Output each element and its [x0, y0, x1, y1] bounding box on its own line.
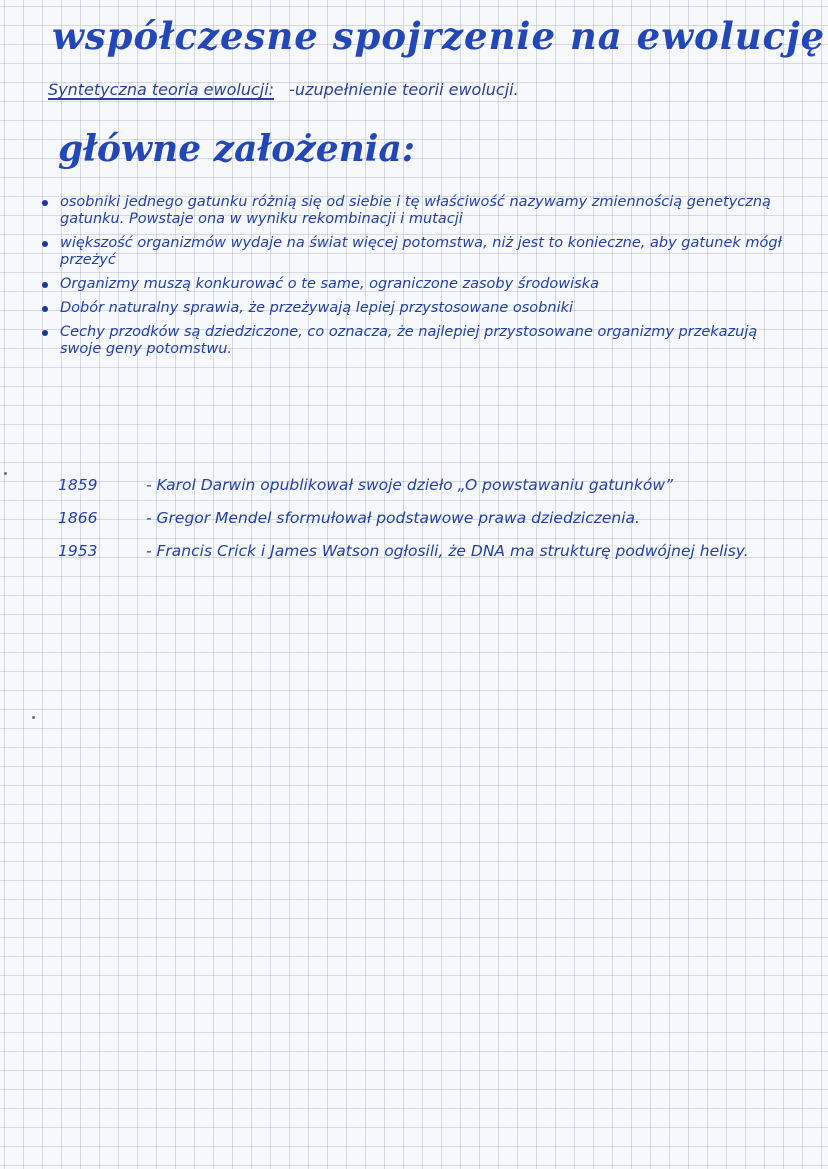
section-heading: główne założenia:	[58, 128, 416, 170]
list-item-text: Cechy przodków są dziedziczone, co oznacza, że najlepiej przystosowane organizmy przekazują swoje geny potomstwu.	[60, 324, 758, 357]
bullet-dot-icon	[42, 200, 48, 206]
timeline-year: 1953	[58, 542, 98, 560]
bullet-dot-icon	[42, 282, 48, 288]
bullet-dot-icon	[42, 330, 48, 336]
list-item	[40, 276, 800, 293]
subtitle-definition: -uzupełnienie teorii ewolucji.	[289, 80, 519, 99]
subtitle-term: Syntetyczna teoria ewolucji:	[48, 80, 275, 99]
subtitle	[48, 80, 748, 99]
assumptions-list	[40, 194, 800, 365]
list-item-text: Dobór naturalny sprawia, że przeżywają lepiej przystosowane osobniki	[60, 300, 574, 316]
list-item	[40, 194, 800, 228]
list-item	[40, 235, 800, 269]
bullet-dot-icon	[42, 306, 48, 312]
timeline-event: - Gregor Mendel sformułował podstawowe prawa dziedziczenia.	[146, 509, 640, 527]
list-item	[40, 300, 800, 317]
list-item-text: Organizmy muszą konkurować o te same, ograniczone zasoby środowiska	[60, 276, 600, 292]
timeline-row	[58, 542, 778, 561]
page-title: współczesne spojrzenie na ewolucję	[52, 14, 826, 58]
timeline-year: 1866	[58, 509, 98, 527]
timeline-row	[58, 476, 778, 495]
bullet-dot-icon	[42, 241, 48, 247]
timeline-row	[58, 509, 778, 528]
list-item-text: osobniki jednego gatunku różnią się od siebie i tę właściwość nazywamy zmiennością genetyczną gatunku. Powstaje ona w wyniku rekombinacji i mutacji	[60, 194, 771, 227]
margin-dot	[32, 716, 35, 719]
timeline-year: 1859	[58, 476, 98, 494]
margin-dot	[4, 472, 7, 475]
timeline-event: - Karol Darwin opublikował swoje dzieło „O powstawaniu gatunków”	[146, 476, 674, 494]
list-item	[40, 324, 800, 358]
list-item-text: większość organizmów wydaje na świat więcej potomstwa, niż jest to konieczne, aby gatunek mógł przeżyć	[60, 235, 782, 268]
timeline-event: - Francis Crick i James Watson ogłosili, że DNA ma strukturę podwójnej helisy.	[146, 542, 749, 560]
timeline	[58, 476, 778, 575]
